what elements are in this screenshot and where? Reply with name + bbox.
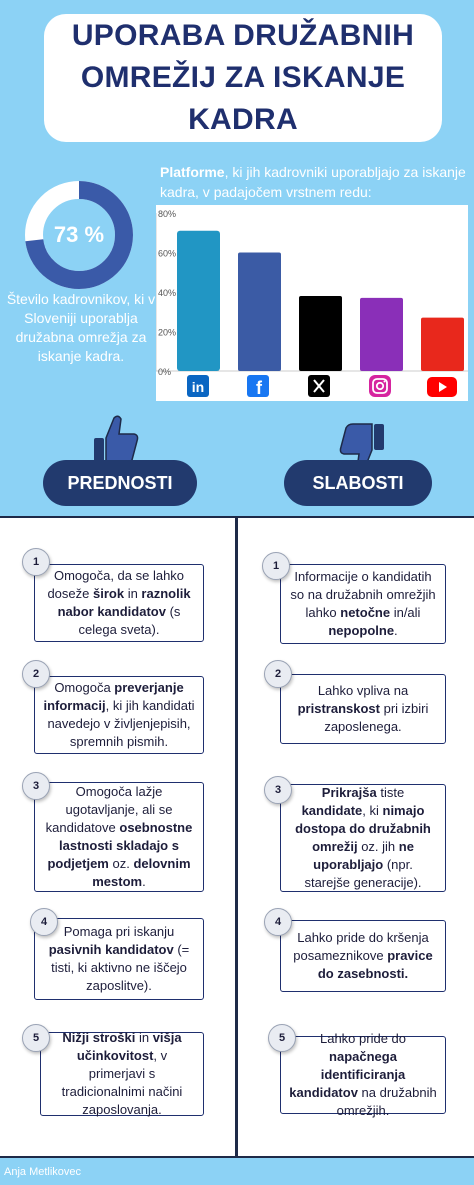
- card-text: Omogoča preverjanje informacij, ki jih kandidati navedejo v življenjepisih, spremnih pismih.: [43, 680, 195, 749]
- percent-donut: [24, 180, 134, 290]
- instagram-icon: [369, 375, 391, 397]
- bar-youtube: [421, 318, 464, 371]
- youtube-icon: [427, 377, 457, 397]
- disadvantage-card-5: [280, 1031, 446, 1118]
- percent-label: 73 %: [53, 222, 105, 247]
- card-text: Pomaga pri iskanju pasivnih kandidatov (= tisti, ki aktivno ne iščejo zaposlitve).: [48, 924, 190, 993]
- card-text: Lahko pride do napačnega identificiranja kandidatov na družabnih omrežjih.: [289, 1031, 437, 1118]
- chart-caption-rest: , ki jih kadrovniki uporabljajo za iskanje kadra, v padajočem vrstnem redu:: [160, 164, 466, 200]
- disadvantage-card-1: [280, 564, 446, 644]
- disadvantage-number-1: 1: [262, 552, 290, 580]
- card-text: Omogoča lažje ugotavljanje, ali se kandidatove osebnostne lastnosti skladajo s podjetjem oz. delovnim mestom.: [45, 784, 193, 889]
- y-tick-label: 40%: [158, 288, 177, 298]
- card-text: Nižji stroški in višja učinkovitost, v primerjavi s tradicionalnimi načini zaposlovanja.: [61, 1030, 183, 1117]
- advantage-card-5: [40, 1032, 204, 1116]
- disadvantage-number-5: 5: [268, 1024, 296, 1052]
- y-tick-label: 60%: [158, 248, 177, 259]
- y-tick-label: 20%: [158, 327, 177, 338]
- bar-chart: [156, 205, 468, 401]
- card-text: Informacije o kandidatih so na družabnih omrežjih lahko netočne in/ali nepopolne.: [290, 569, 436, 638]
- svg-text:in: in: [191, 379, 205, 395]
- card-text: Prikrajša tiste kandidate, ki nimajo dostopa do družabnih omrežij oz. jih ne uporabljajo (npr. starejše generacije).: [295, 785, 431, 890]
- stat-description: Število kadrovnikov, ki v Sloveniji uporablja družabna omrežja za iskanje kadra.: [6, 291, 156, 364]
- advantage-card-1: [34, 564, 204, 642]
- bar-chart-box: [156, 205, 468, 401]
- advantage-number-4: 4: [30, 908, 58, 936]
- column-divider: [235, 516, 238, 1158]
- advantage-number-1: 1: [22, 548, 50, 576]
- disadvantages-header: SLABOSTI: [284, 460, 432, 506]
- disadvantage-card-4: [280, 920, 446, 992]
- bar-facebook: [238, 253, 281, 372]
- disadvantage-number-2: 2: [264, 660, 292, 688]
- card-text: Lahko pride do kršenja posameznikove pravice do zasebnosti.: [293, 930, 433, 981]
- title-box: [44, 14, 442, 142]
- advantage-number-2: 2: [22, 660, 50, 688]
- bar-x: [299, 296, 342, 371]
- chart-caption-highlight: Platforme: [160, 164, 225, 180]
- page-title: UPORABA DRUŽABNIH OMREŽIJ ZA ISKANJE KADRA: [71, 19, 415, 136]
- y-tick-label: 80%: [158, 209, 177, 219]
- advantage-card-3: [34, 782, 204, 892]
- y-tick-label: 0%: [158, 367, 172, 377]
- disadvantage-number-4: 4: [264, 908, 292, 936]
- disadvantage-card-2: [280, 674, 446, 744]
- advantage-card-2: [34, 676, 204, 754]
- advantage-number-5: 5: [22, 1024, 50, 1052]
- advantage-card-4: [34, 918, 204, 1000]
- bar-linkedin: [177, 231, 220, 371]
- chart-caption: [160, 162, 472, 202]
- svg-text:f: f: [256, 378, 262, 398]
- disadvantage-number-3: 3: [264, 776, 292, 804]
- bar-instagram: [360, 298, 403, 371]
- advantage-number-3: 3: [22, 772, 50, 800]
- disadvantage-card-3: [280, 784, 446, 892]
- linkedin-icon: [187, 375, 209, 397]
- author-credit: Anja Metlikovec: [4, 1166, 82, 1178]
- x-icon: [308, 375, 330, 397]
- card-text: Omogoča, da se lahko doseže širok in raznolik nabor kandidatov (s celega sveta).: [47, 568, 191, 637]
- card-text: Lahko vpliva na pristranskost pri izbiri zaposlenega.: [297, 683, 429, 734]
- facebook-icon: [247, 375, 269, 398]
- advantages-header: PREDNOSTI: [43, 460, 197, 506]
